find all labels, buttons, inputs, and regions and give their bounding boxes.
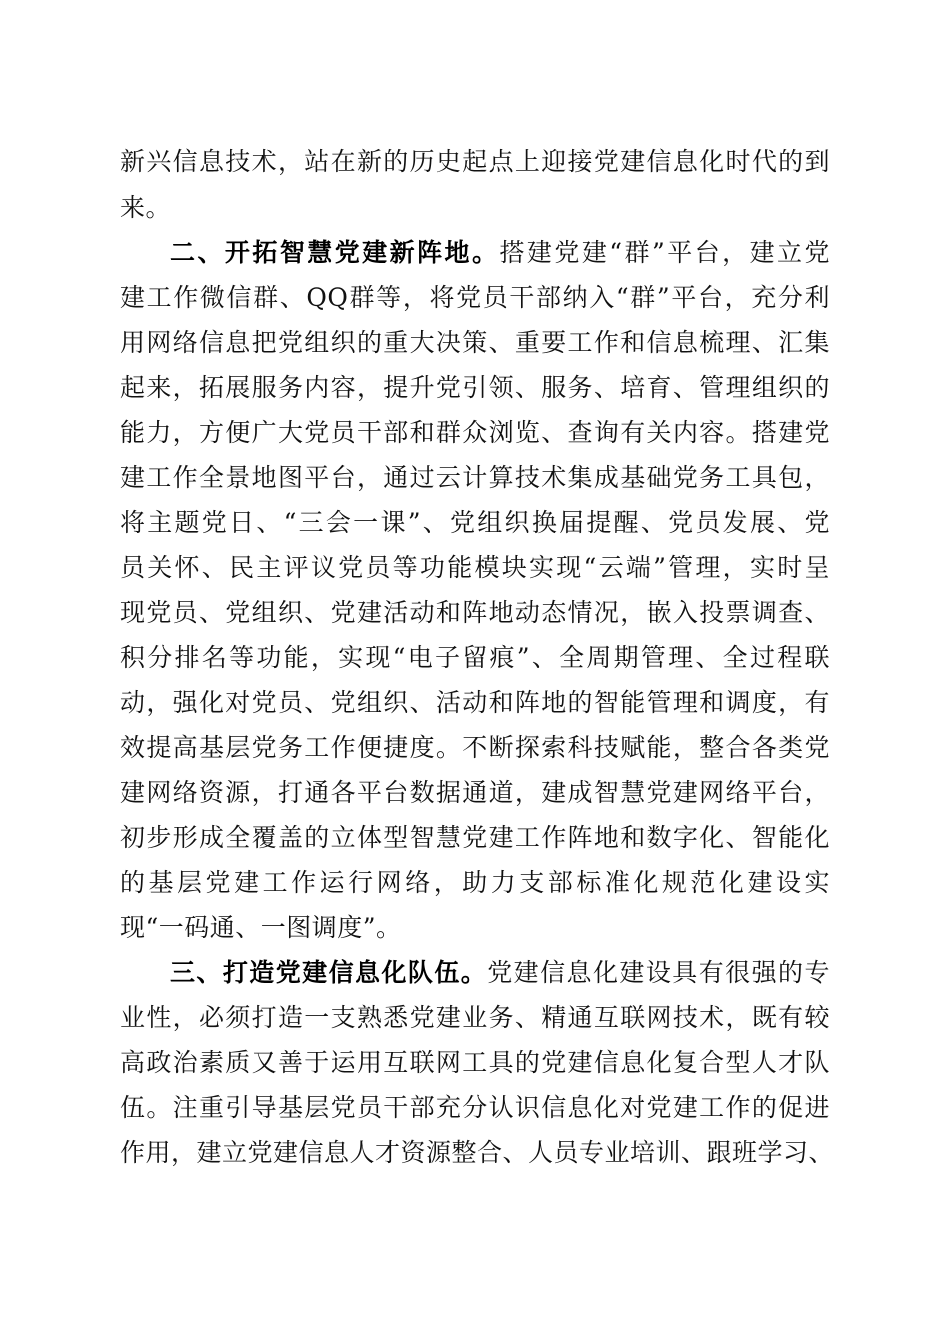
body-line: 初步形成全覆盖的立体型智慧党建工作阵地和数字化、智能化	[120, 823, 830, 852]
body-line: 员关怀、民主评议党员等功能模块实现“云端”管理，实时呈	[120, 553, 830, 582]
body-line: 现“一码通、一图调度”。	[120, 913, 402, 942]
body-line: 积分排名等功能，实现“电子留痕”、全周期管理、全过程联	[120, 643, 830, 672]
body-line: 建工作全景地图平台，通过云计算技术集成基础党务工具包，	[120, 463, 830, 492]
body-line: 的基层党建工作运行网络，助力支部标准化规范化建设实	[120, 868, 830, 897]
body-line: 业性，必须打造一支熟悉党建业务、精通互联网技术，既有较	[120, 1003, 830, 1032]
body-line: 动，强化对党员、党组织、活动和阵地的智能管理和调度，有	[120, 688, 830, 717]
body-line: 起来，拓展服务内容，提升党引领、服务、培育、管理组织的	[120, 373, 830, 402]
body-line: 效提高基层党务工作便捷度。不断探索科技赋能，整合各类党	[120, 733, 830, 762]
body-line: 能力，方便广大党员干部和群众浏览、查询有关内容。搭建党	[120, 418, 830, 447]
section-heading-line	[120, 955, 830, 991]
body-line: 新兴信息技术，站在新的历史起点上迎接党建信息化时代的到	[120, 147, 830, 176]
body-line: 伍。注重引导基层党员干部充分认识信息化对党建工作的促进	[120, 1093, 830, 1122]
section-heading-line	[120, 235, 830, 271]
body-line: 作用，建立党建信息人才资源整合、人员专业培训、跟班学习、	[120, 1138, 835, 1167]
section-heading: 二、开拓智慧党建新阵地。	[170, 238, 500, 267]
body-line: 建网络资源，打通各平台数据通道，建成智慧党建网络平台，	[120, 778, 830, 807]
body-line: 用网络信息把党组织的重大决策、重要工作和信息梳理、汇集	[120, 328, 830, 357]
section-heading-text: 搭建党建“群”平台，建立党	[499, 238, 830, 267]
body-line: 建工作微信群、QQ群等，将党员干部纳入“群”平台，充分利	[120, 283, 830, 312]
section-heading: 三、打造党建信息化队伍。	[170, 958, 488, 987]
body-line: 高政治素质又善于运用互联网工具的党建信息化复合型人才队	[120, 1048, 830, 1077]
section-heading-text: 党建信息化建设具有很强的专	[487, 958, 830, 987]
body-line: 将主题党日、“三会一课”、党组织换届提醒、党员发展、党	[120, 508, 830, 537]
body-line: 来。	[120, 193, 172, 222]
body-line: 现党员、党组织、党建活动和阵地动态情况，嵌入投票调查、	[120, 598, 830, 627]
